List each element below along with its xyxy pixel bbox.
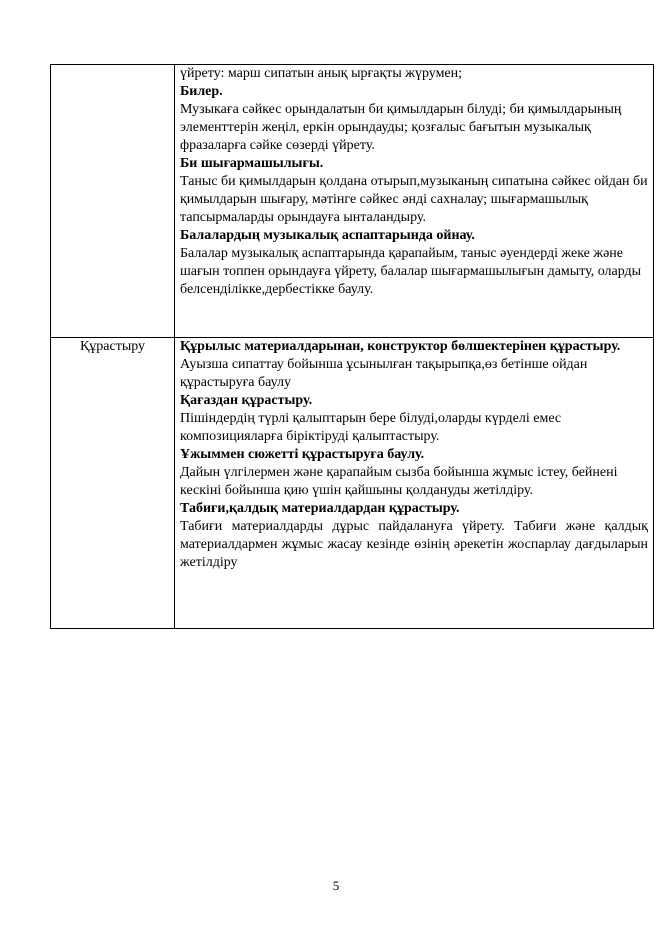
paragraph-text: Балалар музыкалық аспаптарында қарапайым, таныс әуендерді жеке және шағын топпен орындауға үйрету, балалар шығармашылығын дамыту, оларды белсенділікке,дербестікке баулу. bbox=[180, 246, 642, 297]
subheading-instruments: Балалардың музыкалық аспаптарында ойнау. bbox=[180, 228, 475, 243]
table-row bbox=[51, 65, 654, 338]
paragraph-text: үйрету: марш сипатын анық ырғақты жүрумен; bbox=[180, 66, 463, 81]
section-label-cell bbox=[51, 65, 175, 338]
section-content-cell bbox=[175, 338, 654, 629]
subheading-natural-materials: Табиғи,қалдық материалдардан құрастыру. bbox=[180, 501, 460, 516]
section-content-cell bbox=[175, 65, 654, 338]
subheading-group-plot: Ұжыммен сюжетті құрастыруға баулу. bbox=[180, 447, 425, 462]
paragraph-text: Ауызша сипаттау бойынша ұсынылған тақырыпқа,өз бетінше ойдан құрастыруға баулу bbox=[180, 357, 588, 390]
paragraph-text: Дайын үлгілермен және қарапайым сызба бойынша жұмыс істеу, бейнені кескіні бойынша қию үшін қайшыны қолдануды жетілдіру. bbox=[180, 465, 618, 498]
page-number: 5 bbox=[332, 878, 340, 893]
section-label-cell bbox=[51, 338, 175, 629]
subheading-dances: Билер. bbox=[180, 84, 223, 99]
subheading-paper: Қағаздан құрастыру. bbox=[180, 393, 313, 408]
curriculum-table bbox=[50, 64, 654, 629]
section-label: Құрастыру bbox=[79, 339, 146, 354]
subheading-construction-materials: Құрылыс материалдарынан, конструктор бөлшектерінен құрастыру. bbox=[180, 339, 621, 354]
paragraph-text: Музыкаға сәйкес орындалатын би қимылдарын білуді; би қимылдарының элементтерін жеңіл, еркін орындауды; қозғалыс бағытын музыкалық фразаларға сәйке сөзерді үйрету. bbox=[180, 102, 622, 153]
paragraph-text: Таныс би қимылдарын қолдана отырып,музыканың сипатына сәйкес ойдан би қимылдарын шығару, мәтінге сәйкес әнді сахналау; шығармашылық тапсырмаларды орындауға ынталандыру. bbox=[180, 174, 648, 225]
paragraph-text: Табиғи материалдарды дұрыс пайдалануға үйрету. Табиғи және қалдық материалдармен жұмыс жасау кезінде өзінің әрекетін жоспарлау дағдыларын жетілдіру bbox=[180, 519, 648, 570]
table-row bbox=[51, 338, 654, 629]
subheading-dance-creativity: Би шығармашылығы. bbox=[180, 156, 324, 171]
paragraph-text: Пішіндердің түрлі қалыптарын бере білуді,оларды күрделі емес композицияларға біріктіруді қалыптастыру. bbox=[180, 411, 562, 444]
